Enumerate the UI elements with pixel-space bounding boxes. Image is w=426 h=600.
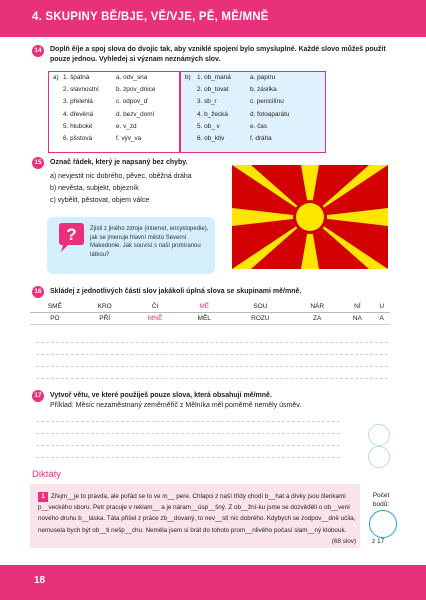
answer-circle[interactable]: [368, 424, 390, 446]
score-total: z 17: [372, 538, 385, 545]
word-pair-item[interactable]: 2. ob_tovat: [197, 86, 229, 94]
score-label: Počet bodů:: [372, 492, 390, 508]
svg-text:?: ?: [66, 225, 77, 244]
syllable-cell: NÁR: [293, 301, 342, 313]
part-a-label: a): [53, 74, 59, 81]
task17-instruction: Vytvoř větu, ve které použiješ pouze slova, která obsahují mě/mně.: [50, 392, 272, 399]
task16-instruction: Skládej z jednotlivých částí slov jakákoli úplná slova se skupinami mě/mně.: [50, 288, 302, 295]
syllable-cell: U: [373, 301, 390, 313]
dictation-number: 1: [38, 492, 48, 502]
syllable-cell: SMĚ: [30, 301, 80, 313]
answer-line[interactable]: [36, 366, 388, 367]
word-pair-item[interactable]: a. papíru: [250, 74, 276, 81]
word-pair-item[interactable]: c. penicilínu: [250, 98, 284, 106]
syllable-table: [30, 301, 390, 325]
question-bubble-icon: [56, 222, 86, 254]
syllable-cell: MNĚ: [130, 313, 181, 325]
syllable-cell: ROZU: [228, 313, 293, 325]
page-number: 18: [34, 575, 46, 586]
footer-bar: [0, 565, 426, 600]
word-pair-item[interactable]: 2. slavnostní: [63, 86, 99, 94]
task-number-16: 16: [32, 286, 44, 298]
answer-line[interactable]: [36, 421, 340, 422]
word-pair-item[interactable]: 5. ob_ v: [197, 122, 220, 130]
task-number-15: 15: [32, 157, 44, 169]
dictation-word-count: (68 slov): [331, 537, 356, 545]
syllable-cell: ČI: [130, 301, 181, 313]
task17-example: Příklad: Měsíc nezaměstnaný zeměměřič z Mělníka měl poměrně neměly úsměv.: [50, 402, 302, 409]
syllable-cell: PŘÍ: [80, 313, 130, 325]
word-pair-item[interactable]: 5. hluboké: [63, 122, 93, 130]
word-pair-item[interactable]: c. odpov_ď: [116, 98, 148, 106]
syllable-cell: NA: [341, 313, 373, 325]
answer-line[interactable]: [36, 457, 340, 458]
word-pair-item[interactable]: f. výv_va: [116, 135, 142, 142]
syllable-cell: SOU: [228, 301, 293, 313]
task15-option-b[interactable]: b) nevěsta, subjekt, objezník: [50, 185, 139, 192]
syllable-cell: MĚL: [181, 313, 228, 325]
word-pair-item[interactable]: d. bezv_domí: [116, 110, 155, 118]
word-pair-item[interactable]: 3. sb_r: [197, 98, 217, 106]
word-pair-item[interactable]: e. v_zd: [116, 122, 137, 130]
syllable-cell: KRO: [80, 301, 130, 313]
word-pair-item[interactable]: 4. b_žecká: [197, 110, 228, 118]
answer-line[interactable]: [36, 433, 340, 434]
info-text: Zjisti z jiného zdroje (internet, encyklopedie), jak se jmenuje hlavní město Severní Makedonie. Jak souvisí s naší probíranou látkou?: [90, 226, 209, 258]
word-pair-item[interactable]: b. zásilka: [250, 86, 277, 94]
word-pair-item[interactable]: a. odv_sna: [116, 74, 148, 81]
task14-instruction: Doplň ě/je a spoj slova do dvojic tak, aby vzniklé spojení bylo smysluplné. Každé slovo můžeš použít pouze jednou. Vyhledej si význam neznámých slov.: [50, 46, 386, 63]
word-pair-item[interactable]: d. fotoaparátu: [250, 110, 290, 118]
answer-line[interactable]: [36, 445, 340, 446]
word-pair-item[interactable]: e. čas: [250, 122, 268, 130]
syllable-cell: PO: [30, 313, 80, 325]
word-pair-item[interactable]: 1. ob_maná: [197, 74, 231, 81]
word-pair-item[interactable]: 4. dřevěná: [63, 110, 94, 118]
word-pair-item[interactable]: 3. přelehlá: [63, 98, 93, 106]
word-pair-item[interactable]: b. zpov_dnice: [116, 86, 156, 94]
task15-option-c[interactable]: c) vybělit, pěstovat, objem válce: [50, 197, 150, 204]
part-b-label: b): [185, 74, 191, 81]
syllable-cell: ZA: [293, 313, 342, 325]
word-pair-item[interactable]: 6. ob_ktiv: [197, 135, 225, 142]
task-number-17: 17: [32, 390, 44, 402]
chapter-title: 4. SKUPINY BĚ/BJE, VĚ/VJE, PĚ, MĚ/MNĚ: [32, 11, 269, 23]
word-pair-item[interactable]: f. dráha: [250, 135, 272, 142]
task15-instruction: Označ řádek, který je napsaný bez chyby.: [50, 159, 188, 166]
task15-option-a[interactable]: a) nevjestit nic dobrého, pěvec, oběžná dráha: [50, 173, 192, 180]
word-pair-item[interactable]: 1. špatná: [63, 74, 90, 81]
north-macedonia-flag-image: [232, 165, 388, 269]
word-pair-item[interactable]: 6. pšstová: [63, 135, 93, 142]
answer-line[interactable]: [36, 342, 388, 343]
dictation-text: Zřejm__je to pravda, ale pořád se to ve m__ pere. Chlapci z naší třídy chodí b__hat a dívky jsou členkami p__veckého sboru. Petr pracuje v reklam__ a je náram__úsp__šný. Z ob__žní-ku jsme se dozvěděli o ob__vení nového druhu b__láska. Táta přišel z práce zb__dovaný, to nev__stí nic dobrého. Kdybych se zodpov__dně učila, nemusela bych být ob__ti nešp__chu. Neměla jsem si brát do tohoto prom__nlivého počasí slam__ný klobouk. (68 slov): [38, 491, 356, 547]
answer-circle[interactable]: [368, 446, 390, 468]
syllable-cell: NÍ: [341, 301, 373, 313]
score-input-circle[interactable]: [369, 510, 397, 538]
dictation-title: Diktáty: [32, 469, 62, 480]
syllable-cell: MĚ: [181, 301, 228, 313]
answer-line[interactable]: [36, 354, 388, 355]
answer-line[interactable]: [36, 378, 388, 379]
task-number-14: 14: [32, 45, 44, 57]
syllable-cell: A: [373, 313, 390, 325]
